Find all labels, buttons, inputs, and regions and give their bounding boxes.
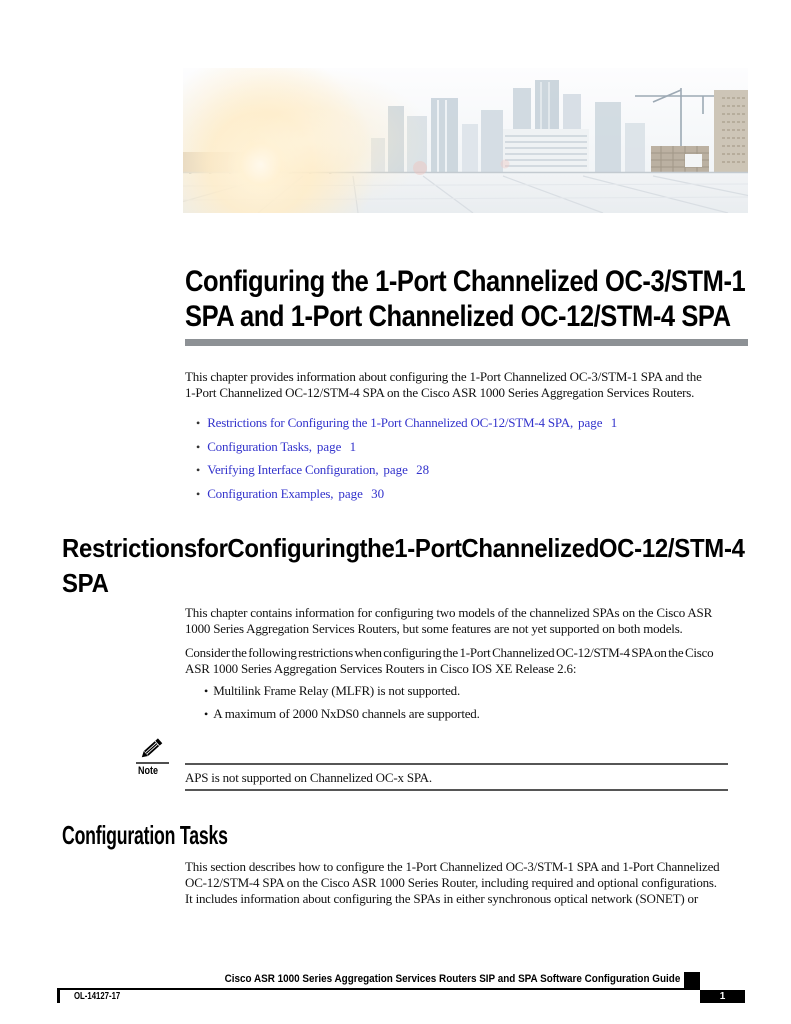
toc-list: [196, 415, 617, 509]
toc-item-verifying-interface[interactable]: [196, 462, 617, 478]
toc-link-label[interactable]: Configuration Tasks,: [207, 438, 312, 454]
restrictions-bullet-list: [204, 683, 480, 729]
intro-line: This chapter provides information about configuring the 1-Port Channelized OC-3/STM-1 SPA and the: [185, 369, 702, 384]
toc-page-ref[interactable]: page 30: [338, 485, 385, 501]
note-rule-bottom: [185, 789, 728, 791]
bullet-icon: [196, 439, 200, 455]
chapter-title-line-1: Configuring the 1-Port Channelized OC-3/STM-1: [185, 265, 746, 298]
footer-page-number: 1: [700, 990, 745, 1003]
paragraph-line: It includes information about configuring the SPAs in either synchronous optical network (SONET) or: [185, 891, 698, 907]
bullet-icon: [196, 486, 200, 502]
toc-link-label[interactable]: Verifying Interface Configuration,: [207, 462, 379, 478]
footer-rule: [57, 988, 700, 990]
title-rule: [185, 339, 748, 346]
toc-page-ref[interactable]: page 1: [316, 438, 357, 454]
bullet-icon: [204, 683, 208, 699]
restrictions-paragraph-1: [185, 605, 712, 637]
toc-link-label[interactable]: Configuration Examples,: [207, 485, 334, 501]
paragraph-line: ASR 1000 Series Aggregation Services Routers in Cisco IOS XE Release 2.6:: [185, 661, 577, 677]
section-heading-line-1: Restrictions for Configuring the 1-Port Channelized OC-12/STM-4: [62, 533, 745, 563]
intro-line: 1-Port Channelized OC-12/STM-4 SPA on the Cisco ASR 1000 Series Aggregation Services Routers.: [185, 385, 695, 401]
toc-item-restrictions[interactable]: [196, 415, 617, 431]
intro-paragraph: [185, 369, 702, 401]
configuration-tasks-paragraph: [185, 859, 719, 908]
chapter-title-line-2: SPA and 1-Port Channelized OC-12/STM-4 SPA: [185, 300, 731, 333]
note-label: Note: [138, 765, 159, 777]
footer-left-tick: [57, 990, 60, 1003]
paragraph-line: This chapter contains information for configuring two models of the channelized SPAs on the Cisco ASR: [185, 605, 713, 620]
paragraph-line: Consider the following restrictions when configuring the 1-Port Channelized OC-12/STM-4 SPA on the Cisco: [185, 645, 714, 660]
section-heading-restrictions: [62, 531, 791, 601]
bullet-icon: [204, 706, 208, 722]
bullet-icon: [196, 462, 200, 478]
footer-square-marker: [684, 972, 700, 988]
list-item: [204, 683, 480, 699]
toc-link-label[interactable]: Restrictions for Configuring the 1-Port Channelized OC-12/STM-4 SPA,: [207, 415, 573, 430]
note-pencil-icon: [137, 735, 165, 763]
bullet-text: Multilink Frame Relay (MLFR) is not supported.: [213, 683, 461, 698]
toc-item-configuration-tasks[interactable]: [196, 439, 617, 455]
note-icon-rule: [136, 762, 169, 764]
paragraph-line: OC-12/STM-4 SPA on the Cisco ASR 1000 Series Router, including required and optional configurations.: [185, 875, 717, 891]
skyline-illustration: [183, 68, 748, 213]
footer-guide-title: Cisco ASR 1000 Series Aggregation Services Routers SIP and SPA Software Configuration Guide: [224, 973, 680, 985]
section-heading-line-2: SPA: [62, 568, 109, 598]
toc-page-ref[interactable]: page 1: [578, 415, 618, 430]
footer-doc-id: OL-14127-17: [74, 990, 121, 1002]
note-text: APS is not supported on Channelized OC-x SPA.: [185, 770, 432, 785]
toc-page-ref[interactable]: page 28: [383, 462, 430, 478]
toc-item-configuration-examples[interactable]: [196, 486, 617, 502]
restrictions-paragraph-2: [185, 645, 713, 677]
note-rule-top: [185, 763, 728, 765]
city-skyline-photo: [183, 68, 748, 213]
bullet-icon: [196, 415, 200, 431]
paragraph-line: This section describes how to configure the 1-Port Channelized OC-3/STM-1 SPA and 1-Port Channelized: [185, 859, 720, 874]
bullet-text: A maximum of 2000 NxDS0 channels are supported.: [213, 706, 480, 721]
section-heading-configuration-tasks: [62, 819, 306, 851]
section-heading-line: Configuration Tasks: [62, 820, 228, 850]
list-item: [204, 706, 480, 722]
paragraph-line: 1000 Series Aggregation Services Routers, but some features are not yet supported on both models.: [185, 621, 683, 637]
chapter-title: [185, 264, 791, 334]
